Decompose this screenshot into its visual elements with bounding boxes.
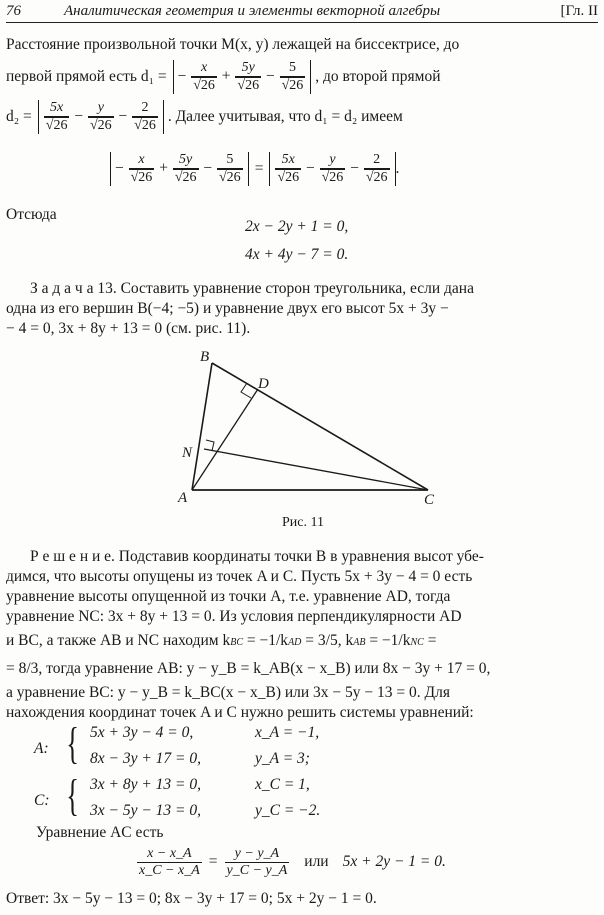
label-D: D xyxy=(258,376,269,392)
otsyuda: Отсюда xyxy=(6,206,57,223)
system-C-res1: x_C = 1, xyxy=(255,776,310,793)
para1-line2-end: , до второй прямой xyxy=(315,67,441,85)
system-A-eq1: 5x + 3y − 4 = 0, xyxy=(90,724,194,741)
page-title: Аналитическая геометрия и элементы векторной алгебры xyxy=(64,3,441,19)
altitude-AD xyxy=(192,389,258,490)
abs-expr-1: − $\frac{x}{√26}$ + $\frac{5y}{√26}$ − $\frac{5}{√26}$ xyxy=(173,60,312,94)
triangle-figure xyxy=(170,345,450,515)
brace-C: { xyxy=(66,771,79,820)
solution-line8: нахождения координат точек A и C нужно решить системы уравнений: xyxy=(6,704,474,721)
display-equation: − $\frac{x}{√26}$ + $\frac{5y}{√26}$ − $\frac{5}{√26}$ = $\frac{5x}{√26}$ − $\frac{y}{√26}$ − $\frac{2}{√26}$ . xyxy=(110,152,399,186)
chapter-label: [Гл. II xyxy=(560,3,598,19)
para1-line3-end: . Далее учитывая, что d₁ = d₂ имеем xyxy=(167,107,403,125)
solution-line3: уравнение высоты опущенной из точки A, т.е. уравнение AD, тогда xyxy=(6,588,451,605)
ac-equation: $\frac{x - x\_A}{x\_C - x\_A}$ = $\frac{y - y\_A}{y\_C - y\_A}$ или 5x + 2y − 1 = 0. xyxy=(139,846,446,879)
system-C-res2: y_C = −2. xyxy=(255,802,321,819)
label-B: B xyxy=(200,349,210,365)
system-C-eq2: 3x − 5y − 13 = 0, xyxy=(90,802,202,819)
para1-line2 xyxy=(6,60,441,94)
para1-line1: Расстояние произвольной точки M(x, y) лежащей на биссектрисе, до xyxy=(6,36,460,53)
system-A-res2: y_A = 3; xyxy=(255,750,310,767)
page-number: 76 xyxy=(6,3,21,19)
side-BC xyxy=(212,363,428,490)
brace-A: { xyxy=(66,719,79,768)
label-A: A xyxy=(178,490,188,506)
equation-2: 4x + 4y − 7 = 0. xyxy=(245,246,349,263)
system-A-eq2: 8x − 3y + 17 = 0, xyxy=(90,750,202,767)
task-line3: − 4 = 0, 3x + 8y + 13 = 0 (см. рис. 11). xyxy=(6,320,251,337)
para1-line3-start: d₂ = xyxy=(6,107,32,125)
para1-line3 xyxy=(6,100,403,134)
system-A-res1: x_A = −1, xyxy=(255,724,320,741)
solution-line7: а уравнение BC: y − y_B = k_BC(x − x_B) или 3x − 5y − 13 = 0. Для xyxy=(6,684,450,701)
solution-line2: димся, что высоты опущены из точек A и C. Пусть 5x + 3y − 4 = 0 есть xyxy=(6,568,473,585)
label-C: C xyxy=(424,492,435,508)
answer-line: Ответ: 3x − 5y − 13 = 0; 8x − 3y + 17 = 0; 5x + 2y − 1 = 0. xyxy=(6,890,377,907)
system-C-label: C: xyxy=(34,792,50,809)
task-line2: одна из его вершин B(−4; −5) и уравнение двух его высот 5x + 3y − xyxy=(6,300,449,317)
solution-line4: уравнение NC: 3x + 8y + 13 = 0. Из условия перпендикулярности AD xyxy=(6,608,462,625)
label-N: N xyxy=(182,445,193,461)
solution-line1: Р е ш е н и е. Подставив координаты точки B в уравнения высот убе- xyxy=(30,548,484,565)
system-A-label: A: xyxy=(34,740,49,757)
task-line1: З а д а ч а 13. Составить уравнение сторон треугольника, если дана xyxy=(30,280,474,297)
solution-line6: = 8/3, тогда уравнение AB: y − y_B = k_AB(x − x_B) или 8x − 3y + 17 = 0, xyxy=(6,660,491,677)
solution-line5: и BC, а также AB и NC находим kBC = −1/kAD = 3/5, kAB = −1/kNC = xyxy=(6,632,437,649)
para1-line2-start: первой прямой есть d₁ = xyxy=(6,67,167,85)
ac-intro: Уравнение AC есть xyxy=(36,824,164,841)
side-AB xyxy=(192,363,212,490)
abs-expr-2: $\frac{5x}{√26}$ − $\frac{y}{√26}$ − $\frac{2}{√26}$ xyxy=(38,100,164,134)
page-header xyxy=(6,0,598,23)
equation-1: 2x − 2y + 1 = 0, xyxy=(245,218,349,235)
system-C-eq1: 3x + 8y + 13 = 0, xyxy=(90,776,202,793)
figure-caption: Рис. 11 xyxy=(282,515,324,530)
